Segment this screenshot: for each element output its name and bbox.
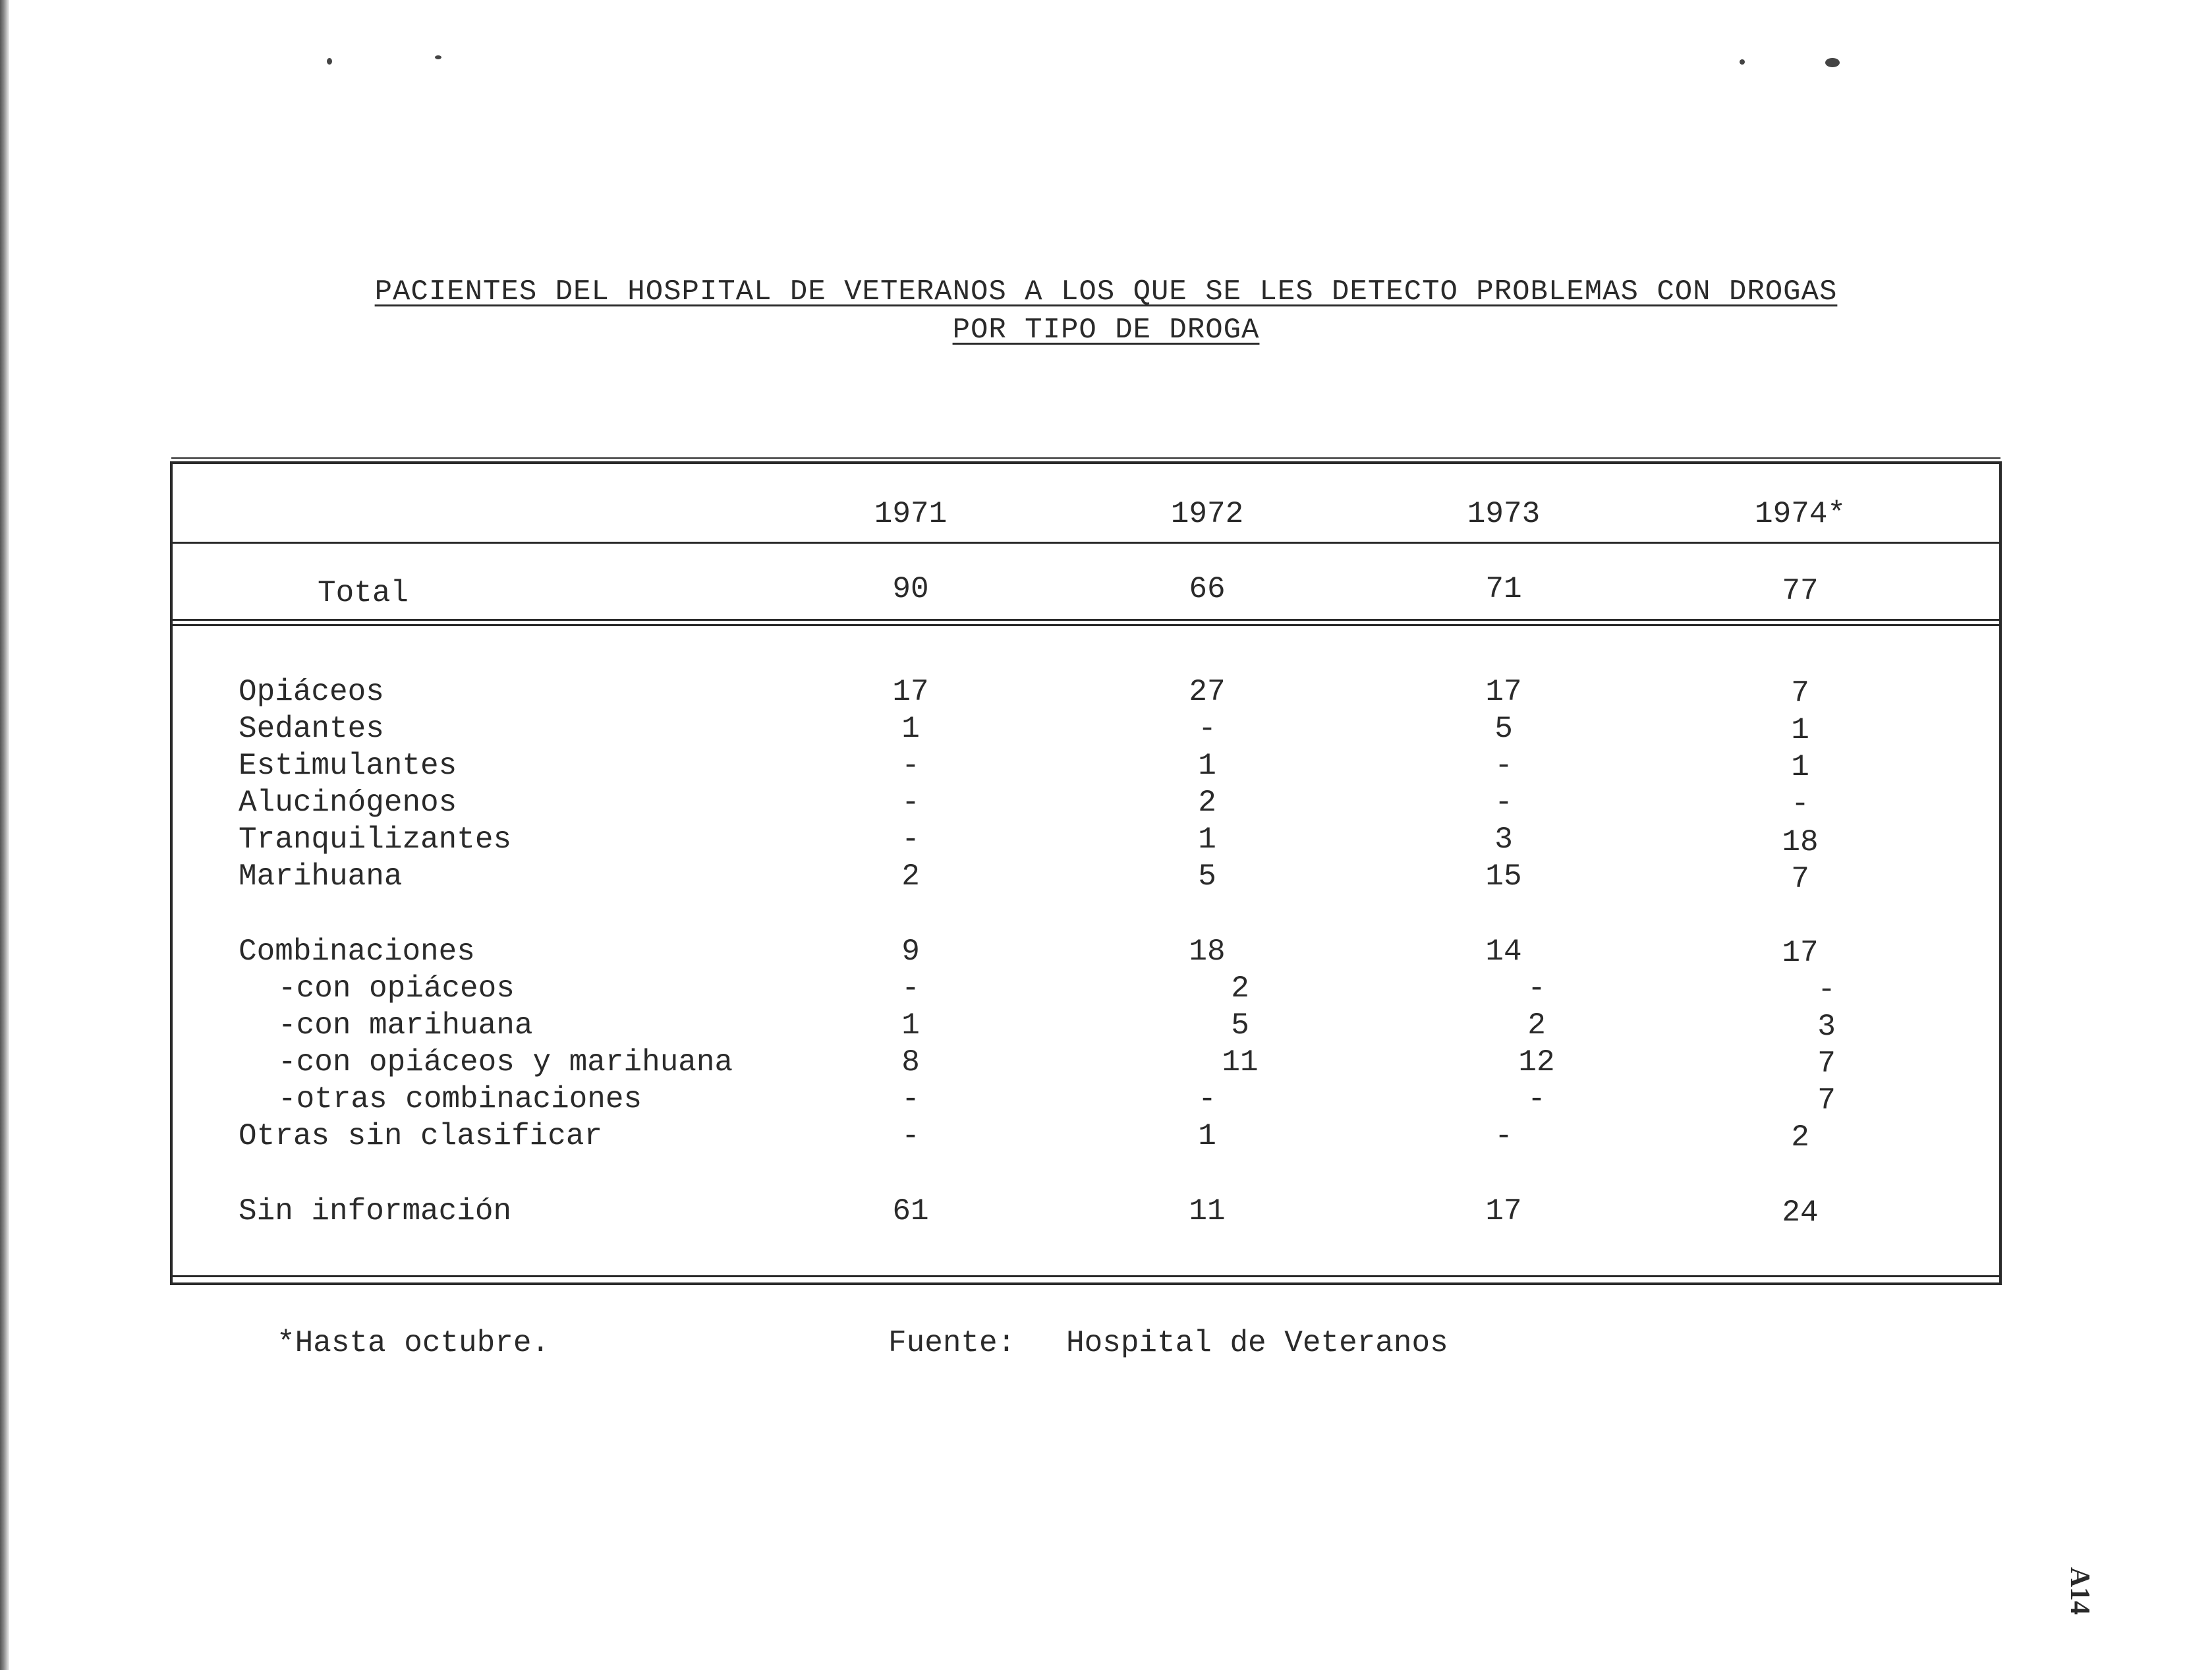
page-number: A14 bbox=[2064, 1567, 2095, 1615]
row-value: 17 bbox=[1485, 1194, 1522, 1228]
row-label: Sedantes bbox=[239, 712, 384, 746]
row-value: 2 bbox=[1198, 786, 1216, 820]
row-value: 1 bbox=[901, 1008, 920, 1043]
row-value: - bbox=[901, 786, 920, 820]
row-value: 2 bbox=[1231, 971, 1249, 1006]
column-header-1974: 1974* bbox=[1754, 497, 1846, 531]
row-value: 7 bbox=[1817, 1083, 1836, 1118]
row-label: Opiáceos bbox=[239, 675, 384, 709]
row-value: 18 bbox=[1189, 935, 1226, 969]
row-value: 11 bbox=[1189, 1194, 1226, 1228]
scan-speck bbox=[1740, 59, 1745, 65]
column-header-1973: 1973 bbox=[1467, 497, 1541, 531]
total-value-1972: 66 bbox=[1189, 572, 1226, 606]
total-rule-double bbox=[173, 624, 1999, 626]
row-value: 1 bbox=[1198, 822, 1216, 857]
bottom-rule bbox=[173, 1275, 1999, 1277]
row-value: 17 bbox=[892, 675, 929, 709]
row-value: 61 bbox=[892, 1194, 929, 1228]
scan-speck bbox=[327, 58, 332, 65]
header-rule bbox=[173, 542, 1999, 544]
row-value: 3 bbox=[1494, 822, 1513, 857]
row-value: 2 bbox=[901, 859, 920, 894]
row-value: 12 bbox=[1518, 1045, 1555, 1080]
row-value: 1 bbox=[901, 712, 920, 746]
row-value: 1 bbox=[1791, 750, 1809, 784]
row-value: 27 bbox=[1189, 675, 1226, 709]
row-value: 17 bbox=[1782, 936, 1819, 970]
row-value: 1 bbox=[1198, 1119, 1216, 1153]
row-label: Estimulantes bbox=[239, 749, 457, 783]
total-value-1974: 77 bbox=[1782, 574, 1819, 608]
row-label: Combinaciones bbox=[239, 935, 475, 969]
row-value: - bbox=[1494, 749, 1513, 783]
source-label: Fuente: bbox=[888, 1326, 1016, 1360]
row-value: 17 bbox=[1485, 675, 1522, 709]
row-value: 7 bbox=[1791, 676, 1809, 710]
row-value: 5 bbox=[1231, 1008, 1249, 1043]
row-value: 18 bbox=[1782, 825, 1819, 859]
row-value: 7 bbox=[1817, 1047, 1836, 1081]
row-value: 2 bbox=[1791, 1120, 1809, 1155]
column-header-1972: 1972 bbox=[1170, 497, 1244, 531]
row-value: - bbox=[901, 1082, 920, 1116]
row-value: 8 bbox=[901, 1045, 920, 1080]
row-value: - bbox=[1494, 1119, 1513, 1153]
row-label: -otras combinaciones bbox=[278, 1082, 642, 1116]
row-value: 9 bbox=[901, 935, 920, 969]
row-value: - bbox=[1198, 712, 1216, 746]
scan-speck bbox=[435, 55, 441, 59]
row-label: Alucinógenos bbox=[239, 786, 457, 820]
scan-edge bbox=[0, 0, 9, 1670]
row-label: Tranquilizantes bbox=[239, 822, 512, 857]
data-table bbox=[170, 461, 2002, 1285]
row-value: - bbox=[1527, 1082, 1546, 1116]
column-header-1971: 1971 bbox=[874, 497, 948, 531]
row-value: - bbox=[1817, 973, 1836, 1007]
row-label: Otras sin clasificar bbox=[239, 1119, 603, 1153]
row-value: 3 bbox=[1817, 1010, 1836, 1044]
row-value: - bbox=[901, 749, 920, 783]
row-value: - bbox=[1791, 787, 1809, 821]
row-label: -con opiáceos y marihuana bbox=[278, 1045, 733, 1080]
total-value-1973: 71 bbox=[1485, 572, 1522, 606]
row-value: 7 bbox=[1791, 862, 1809, 896]
scan-speck bbox=[1825, 58, 1840, 67]
row-value: 5 bbox=[1494, 712, 1513, 746]
total-label: Total bbox=[318, 576, 409, 610]
row-value: 14 bbox=[1485, 935, 1522, 969]
row-label: Marihuana bbox=[239, 859, 403, 894]
row-value: 1 bbox=[1198, 749, 1216, 783]
row-label: Sin información bbox=[239, 1194, 512, 1228]
row-value: - bbox=[901, 971, 920, 1006]
row-value: 5 bbox=[1198, 859, 1216, 894]
table-title-line-2: POR TIPO DE DROGA bbox=[952, 314, 1260, 347]
row-value: 11 bbox=[1222, 1045, 1259, 1080]
row-value: 2 bbox=[1527, 1008, 1546, 1043]
table-title-line-1: PACIENTES DEL HOSPITAL DE VETERANOS A LOS QUE SE LES DETECTO PROBLEMAS CON DROGAS bbox=[374, 275, 1838, 308]
row-value: 24 bbox=[1782, 1195, 1819, 1230]
row-value: 15 bbox=[1485, 859, 1522, 894]
total-rule bbox=[173, 619, 1999, 621]
total-value-1971: 90 bbox=[892, 572, 929, 606]
row-value: - bbox=[901, 822, 920, 857]
row-value: - bbox=[1527, 971, 1546, 1006]
row-value: 1 bbox=[1791, 713, 1809, 747]
row-value: - bbox=[1494, 786, 1513, 820]
footnote: *Hasta octubre. bbox=[277, 1326, 550, 1360]
row-value: - bbox=[1198, 1082, 1216, 1116]
source-value: Hospital de Veteranos bbox=[1066, 1326, 1448, 1360]
row-label: -con marihuana bbox=[278, 1008, 533, 1043]
row-value: - bbox=[901, 1119, 920, 1153]
row-label: -con opiáceos bbox=[278, 971, 515, 1006]
